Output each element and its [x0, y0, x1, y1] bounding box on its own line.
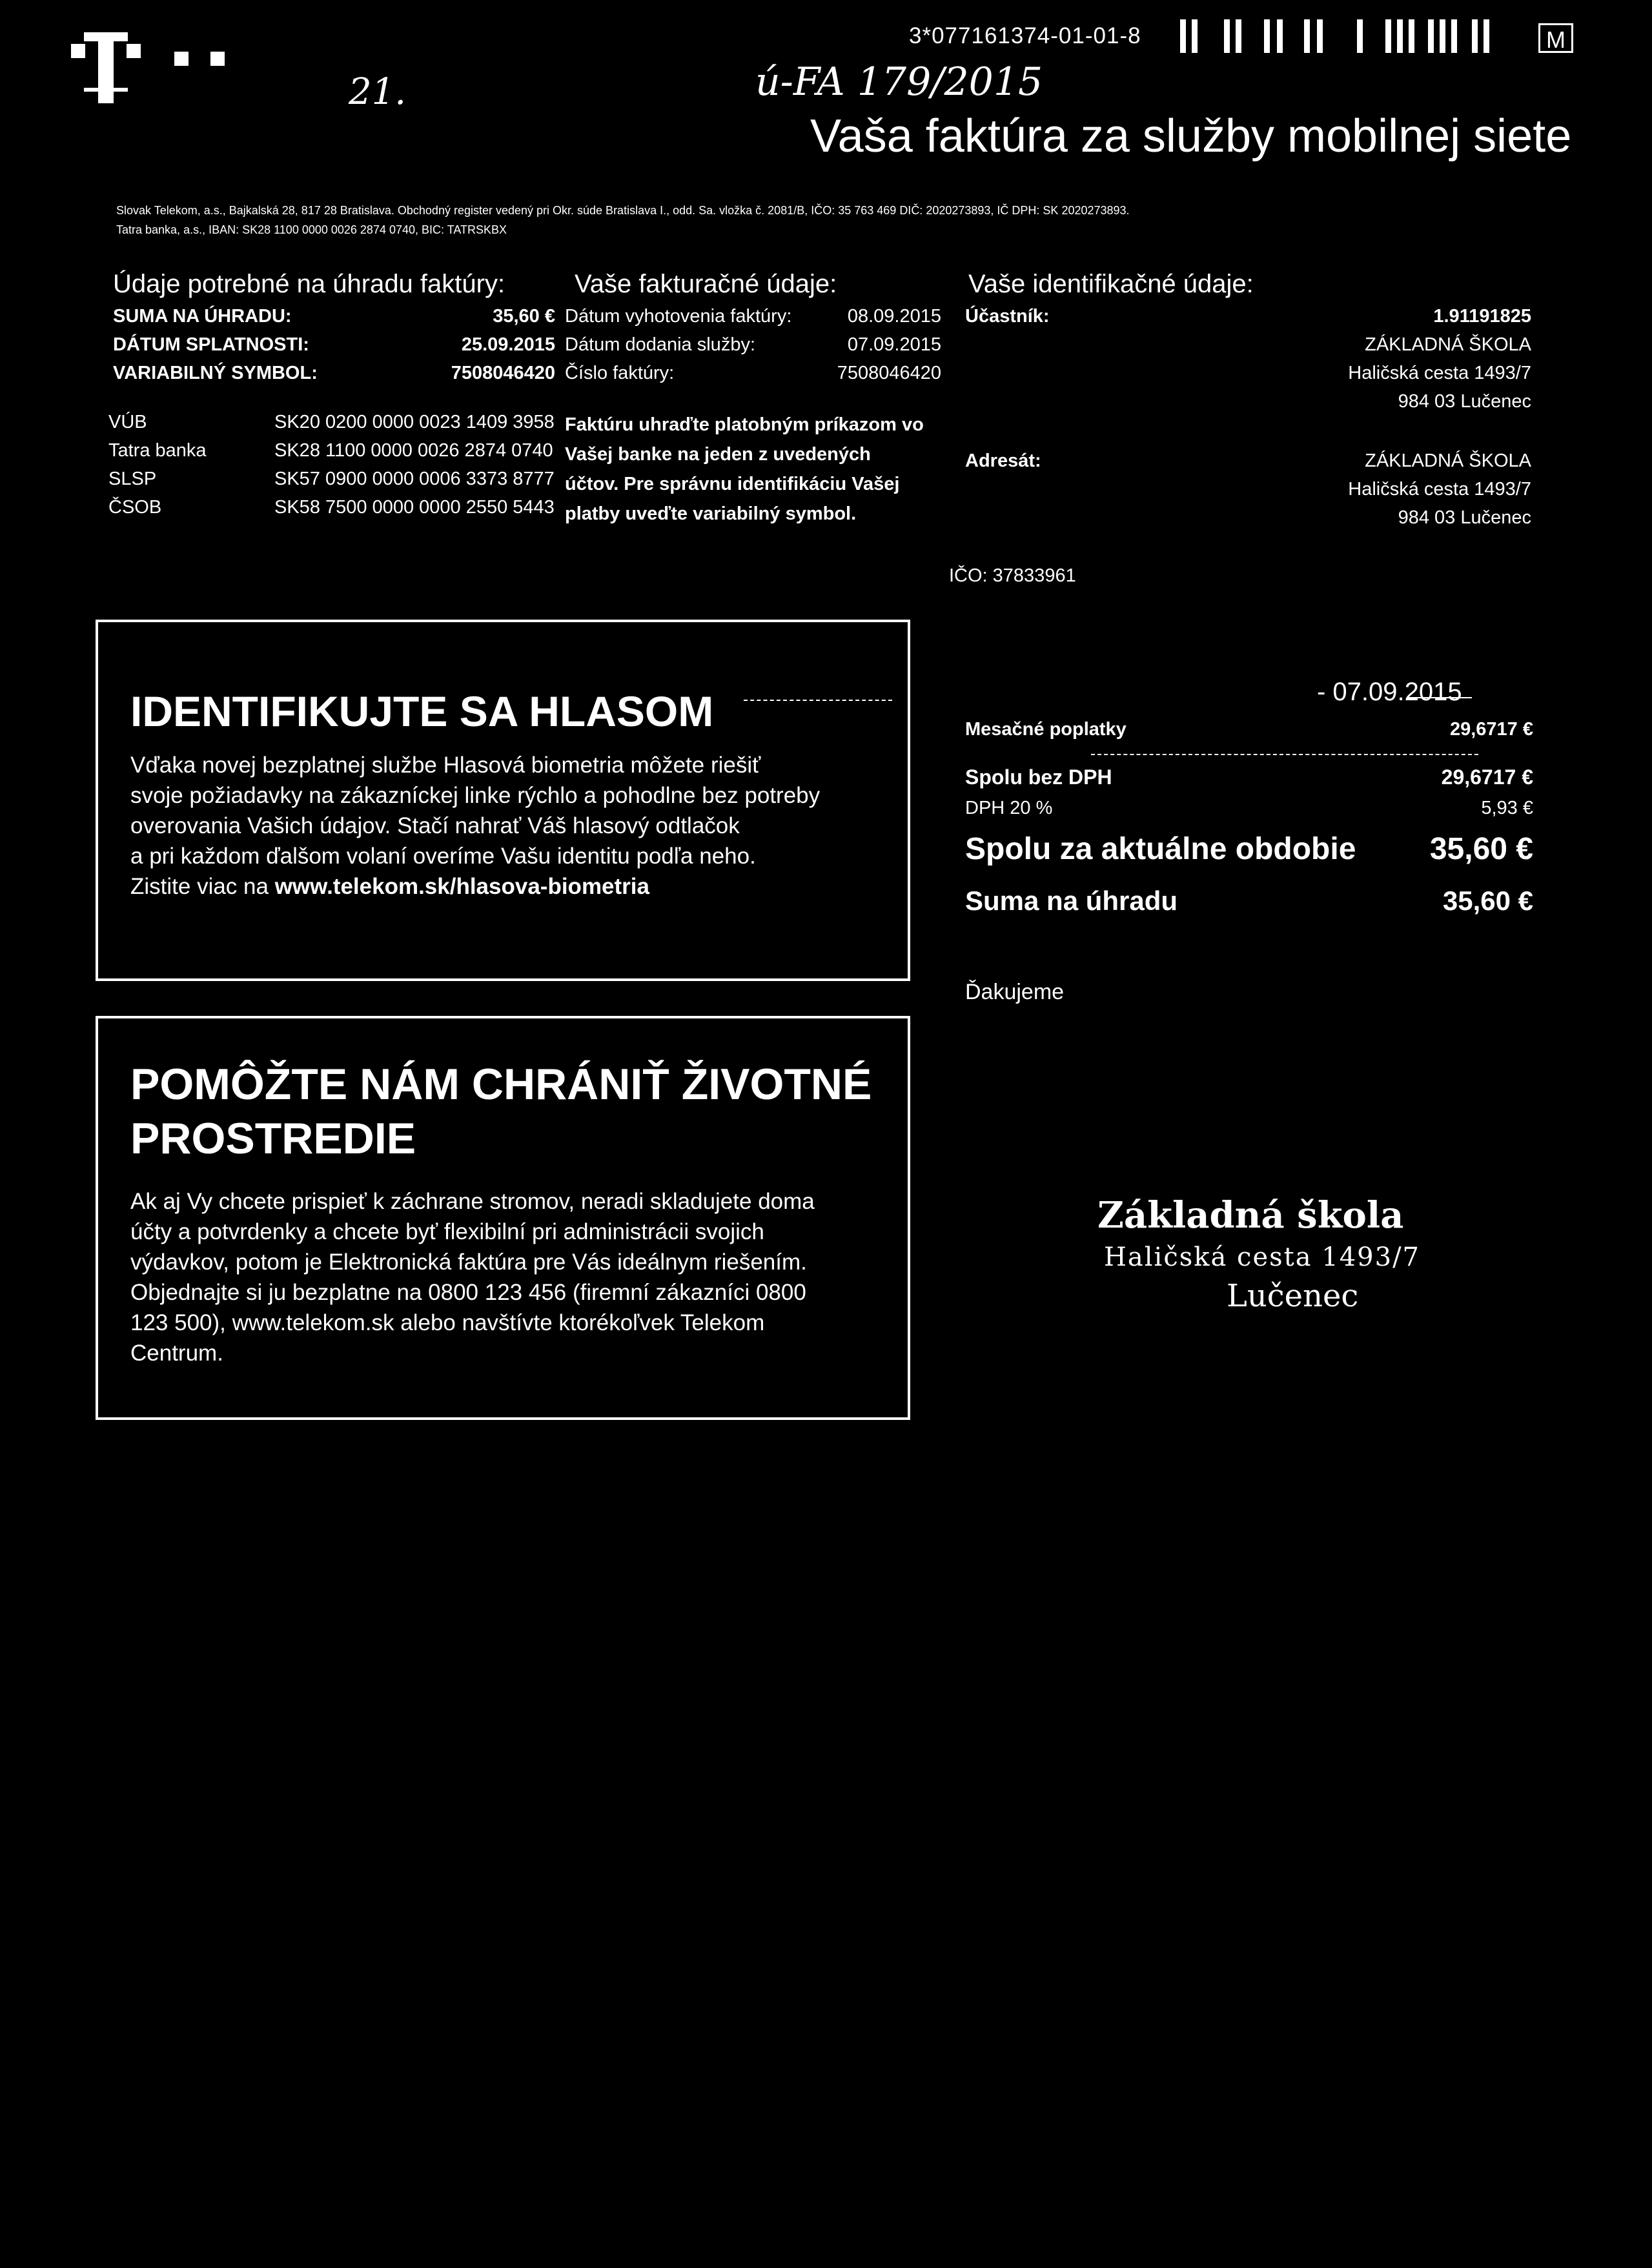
bank-iban: SK58 7500 0000 0000 2550 5443	[274, 497, 555, 518]
monthly-fees-row	[965, 719, 1533, 740]
barcode-text: 3*077161374-01-01-8	[909, 23, 1141, 48]
environment-text: Ak aj Vy chcete prispieť k záchrane stromov, neradi skladujete doma	[130, 1189, 815, 1214]
identification-heading: Vaše identifikačné údaje:	[968, 270, 1254, 298]
thanks-text: Ďakujeme	[965, 980, 1065, 1004]
voice-biometrics-text: svoje požiadavky na zákazníckej linke rýchlo a pohodlne bez potreby	[130, 783, 821, 808]
addressee-name: ZÁKLADNÁ ŠKOLA	[1365, 451, 1531, 471]
subtotal-value: 29,6717 €	[1441, 765, 1533, 789]
addressee-label: Adresát:	[965, 451, 1041, 471]
m-box: M	[1538, 23, 1573, 53]
environment-box	[96, 1016, 910, 1420]
company-info-line2: Tatra banka, a.s., IBAN: SK28 1100 0000 0026 2874 0740, BIC: TATRSKBX	[116, 223, 507, 236]
addressee-street: Haličská cesta 1493/7	[1348, 479, 1531, 500]
subtotal-label: Spolu bez DPH	[965, 765, 1112, 789]
amount-due-label: Suma na úhradu	[965, 886, 1178, 916]
environment-text: Objednajte si ju bezplatne na 0800 123 456 (firemní zákazníci 0800	[130, 1280, 806, 1305]
variable-symbol-label: VARIABILNÝ SYMBOL:	[113, 363, 318, 383]
strike-line	[1407, 697, 1472, 698]
issue-date-label: Dátum vyhotovenia faktúry:	[565, 306, 792, 327]
period-total-row	[965, 831, 1533, 867]
handwritten-invoice-ref: ú-FA 179/2015	[755, 59, 1043, 105]
amount-due-row	[965, 886, 1533, 916]
payment-instruction: účtov. Pre správnu identifikáciu Vašej	[565, 474, 900, 494]
environment-text: Centrum.	[130, 1341, 223, 1366]
school-stamp-street: Haličská cesta 1493/7	[1104, 1242, 1421, 1272]
ico-number: IČO: 37833961	[949, 565, 1076, 586]
delivery-date-label: Dátum dodania služby:	[565, 334, 755, 355]
invoice-number-label: Číslo faktúry:	[565, 363, 675, 383]
period-total-value: 35,60 €	[1429, 832, 1533, 866]
environment-text: 123 500), www.telekom.sk alebo navštívte ktorékoľvek Telekom	[130, 1310, 765, 1335]
issue-date-value: 08.09.2015	[847, 306, 941, 327]
environment-text: výdavkov, potom je Elektronická faktúra pre Vás ideálnym riešením.	[130, 1250, 807, 1275]
addressee-city: 984 03 Lučenec	[1398, 507, 1531, 528]
payment-instruction: platby uveďte variabilný symbol.	[565, 503, 857, 524]
bank-name: ČSOB	[108, 497, 162, 518]
voice-biometrics-text: overovania Vašich údajov. Stačí nahrať Váš hlasový odtlačok	[130, 813, 740, 838]
environment-title-line: PROSTREDIE	[130, 1114, 416, 1163]
payment-heading: Údaje potrebné na úhradu faktúry:	[113, 270, 505, 298]
voice-biometrics-text: Zistite viac na	[130, 874, 275, 899]
vat-row	[965, 798, 1533, 819]
barcode	[1180, 19, 1490, 53]
payment-instruction: Vašej banke na jeden z uvedených	[565, 444, 871, 465]
monthly-fees-value: 29,6717 €	[1449, 719, 1533, 740]
voice-biometrics-box	[96, 620, 910, 981]
voice-biometrics-text: a pri každom ďalšom volaní overíme Vašu identitu podľa neho.	[130, 844, 756, 869]
voice-biometrics-link[interactable]: www.telekom.sk/hlasova-biometria	[274, 874, 649, 899]
billing-heading: Vaše fakturačné údaje:	[575, 270, 837, 298]
amount-value: 35,60 €	[493, 306, 555, 327]
vat-value: 5,93 €	[1481, 798, 1533, 818]
bank-iban: SK57 0900 0000 0006 3373 8777	[274, 469, 555, 489]
variable-symbol-value: 7508046420	[451, 363, 555, 383]
voice-biometrics-text: Vďaka novej bezplatnej službe Hlasová biometria môžete riešiť	[130, 753, 761, 778]
company-info-line1: Slovak Telekom, a.s., Bajkalská 28, 817 28 Bratislava. Obchodný register vedený pri Okr. súde Bratislava I., odd. Sa. vložka č. 2081/B, IČO: 35 763 469 DIČ: 2020273893, IČ DPH: SK 2020273893.	[116, 204, 1130, 217]
invoice-number-value: 7508046420	[837, 363, 941, 383]
telekom-logo	[71, 26, 265, 103]
bank-name: Tatra banka	[108, 440, 207, 461]
period-total-label: Spolu za aktuálne obdobie	[965, 832, 1356, 866]
vat-label: DPH 20 %	[965, 798, 1053, 818]
summary-date: - 07.09.2015	[1317, 678, 1462, 706]
monthly-fees-label: Mesačné poplatky	[965, 719, 1127, 740]
bank-iban: SK28 1100 0000 0026 2874 0740	[274, 440, 553, 461]
page-title: Vaša faktúra za služby mobilnej siete	[810, 110, 1572, 162]
due-date-value: 25.09.2015	[461, 334, 555, 355]
delivery-date-value: 07.09.2015	[847, 334, 941, 355]
subtotal-row	[965, 765, 1533, 789]
amount-label: SUMA NA ÚHRADU:	[113, 306, 292, 327]
payment-instruction: Faktúru uhraďte platobným príkazom vo	[565, 414, 924, 435]
voice-biometrics-title: IDENTIFIKUJTE SA HLASOM	[130, 687, 714, 735]
amount-due-value: 35,60 €	[1442, 886, 1533, 916]
school-stamp-city: Lučenec	[1227, 1278, 1359, 1314]
divider	[744, 700, 892, 701]
participant-label: Účastník:	[965, 306, 1050, 327]
environment-text: účty a potvrdenky a chcete byť flexibilní pri administrácii svojich	[130, 1219, 764, 1244]
participant-name: ZÁKLADNÁ ŠKOLA	[1365, 334, 1531, 355]
bank-name: VÚB	[108, 412, 147, 432]
environment-title-line: POMÔŽTE NÁM CHRÁNIŤ ŽIVOTNÉ	[130, 1060, 872, 1109]
participant-city: 984 03 Lučenec	[1398, 391, 1531, 412]
environment-title	[130, 1057, 872, 1166]
school-stamp-name: Základná škola	[1097, 1194, 1404, 1237]
bank-iban: SK20 0200 0000 0023 1409 3958	[274, 412, 555, 432]
handwritten-number: 21.	[349, 71, 407, 113]
participant-street: Haličská cesta 1493/7	[1348, 363, 1531, 383]
divider	[1091, 754, 1478, 755]
due-date-label: DÁTUM SPLATNOSTI:	[113, 334, 309, 355]
participant-number: 1.91191825	[1433, 306, 1531, 327]
bank-name: SLSP	[108, 469, 157, 489]
